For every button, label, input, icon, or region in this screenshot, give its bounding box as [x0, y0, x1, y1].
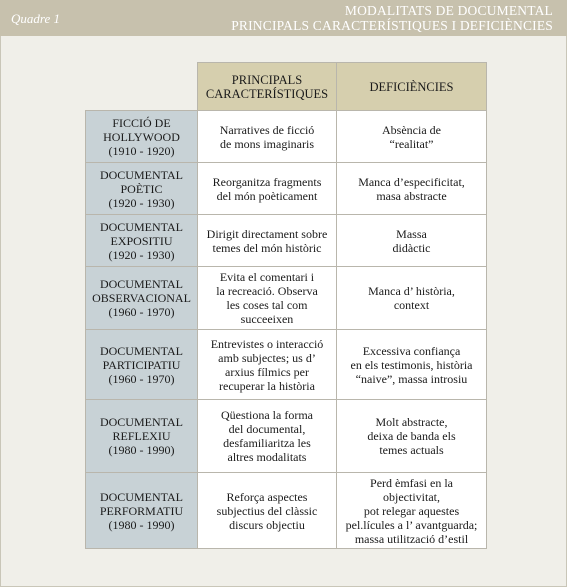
table-row	[86, 400, 487, 473]
cell-characteristics: Qüestiona la forma del documental, desfamiliaritza les altres modalitats	[198, 400, 337, 473]
title-line-2: PRINCIPALS CARACTERÍSTIQUES I DEFICIÈNCIES	[231, 18, 553, 33]
cell-characteristics: Evita el comentari i la recreació. Observa les coses tal com succeeixen	[198, 267, 337, 330]
cell-characteristics: Entrevistes o interacció amb subjectes; us d’ arxius fílmics per recuperar la història	[198, 330, 337, 400]
cell-deficiencies: Manca d’especificitat, masa abstracte	[337, 163, 487, 215]
table-row	[86, 215, 487, 267]
cell-deficiencies: Excessiva confiança en els testimonis, història “naive”, massa introsiu	[337, 330, 487, 400]
table-row	[86, 330, 487, 400]
row-label-modality: DOCUMENTAL PERFORMATIU (1980 - 1990)	[86, 473, 198, 549]
row-label-modality: DOCUMENTAL OBSERVACIONAL (1960 - 1970)	[86, 267, 198, 330]
row-label-modality: DOCUMENTAL EXPOSITIU (1920 - 1930)	[86, 215, 198, 267]
table-row	[86, 267, 487, 330]
cell-characteristics: Dirigit directament sobre temes del món històric	[198, 215, 337, 267]
cell-deficiencies: Absència de “realitat”	[337, 111, 487, 163]
cell-characteristics: Reforça aspectes subjectius del clàssic discurs objectiu	[198, 473, 337, 549]
cell-deficiencies: Manca d’ història, context	[337, 267, 487, 330]
column-header-deficiencies: DEFICIÈNCIES	[337, 63, 487, 111]
table-row	[86, 473, 487, 549]
row-label-modality: DOCUMENTAL POÈTIC (1920 - 1930)	[86, 163, 198, 215]
column-header-characteristics: PRINCIPALS CARACTERÍSTIQUES	[198, 63, 337, 111]
table-label: Quadre 1	[11, 11, 60, 26]
cell-deficiencies: Molt abstracte, deixa de banda els temes actuals	[337, 400, 487, 473]
title-line-1: MODALITATS DE DOCUMENTAL	[344, 3, 553, 18]
cell-characteristics: Reorganitza fragments del món poèticament	[198, 163, 337, 215]
cell-deficiencies: Perd èmfasi en la objectivitat, pot relegar aquestes pel.lícules a l’ avantguarda; massa utilització d’estil	[337, 473, 487, 549]
modalities-table	[85, 62, 487, 549]
cell-characteristics: Narratives de ficció de mons imaginaris	[198, 111, 337, 163]
row-label-modality: DOCUMENTAL PARTICIPATIU (1960 - 1970)	[86, 330, 198, 400]
row-label-modality: DOCUMENTAL REFLEXIU (1980 - 1990)	[86, 400, 198, 473]
corner-blank	[86, 63, 198, 111]
table-title	[231, 3, 553, 33]
cell-deficiencies: Massa didàctic	[337, 215, 487, 267]
row-label-modality: FICCIÓ DE HOLLYWOOD (1910 - 1920)	[86, 111, 198, 163]
header-bar	[0, 0, 567, 36]
table-row	[86, 163, 487, 215]
table-row	[86, 111, 487, 163]
